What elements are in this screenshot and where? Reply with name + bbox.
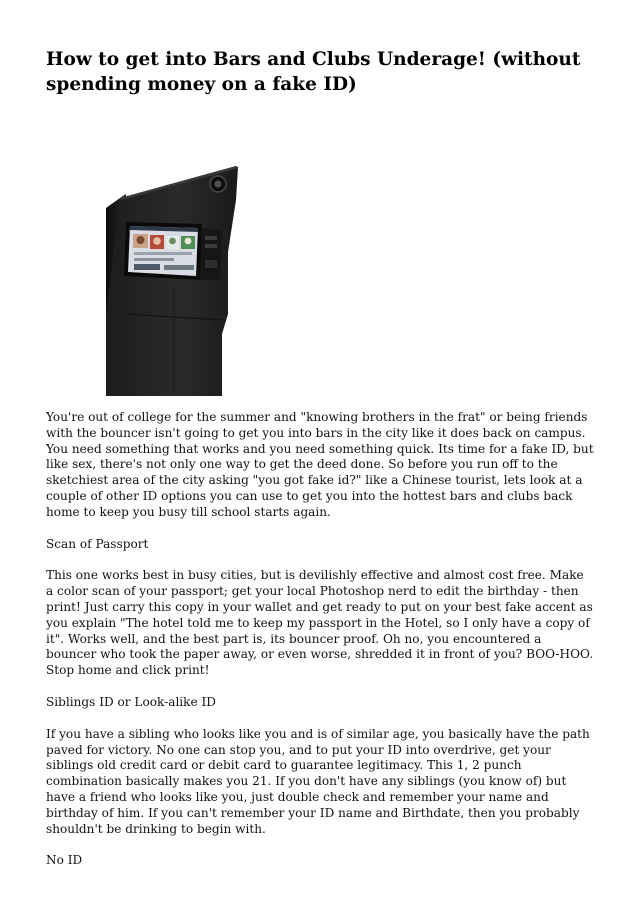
article-body bbox=[46, 410, 594, 885]
section-heading: No ID bbox=[46, 853, 83, 868]
intro-paragraph: You're out of college for the summer and "knowing brothers in the frat" or being friends with the bouncer isn't going to get you into bars in the city like it does back on campus. You need something that works and you need something quick. Its time for a fake ID, but like sex, there's not only one way to get the deed done. So before you run off to the sketchiest area of the city asking "you got fake id?" like a Chinese tourist, lets look at a couple of other ID options you can use to get you into the hottest bars and clubs back home to keep you busy till school starts again. bbox=[46, 410, 594, 519]
kiosk-image bbox=[104, 164, 244, 396]
section-heading: Scan of Passport bbox=[46, 536, 149, 551]
section-paragraph: If you have a sibling who looks like you and is of similar age, you basically have the path paved for victory. No one can stop you, and to put your ID into overdrive, get your siblings old credit card or debit card to guarantee legitimacy. This 1, 2 punch combination basically makes you 21. If you don't have any siblings (you know of) but have a friend who looks like you, just double check and remember your name and birthday of him. If you can't remember your ID name and Birthdate, then you probably shouldn't be drinking to begin with. bbox=[46, 726, 590, 836]
section-paragraph: This one works best in busy cities, but is devilishly effective and almost cost free. Make a color scan of your passport; get your local Photoshop nerd to edit the birthday - then print! Just carry this copy in your wallet and get ready to put on your best fake accent as you explain "The hotel told me to keep my passport in the Hotel, so I only have a copy of it". Works well, and the best part is, its bouncer proof. Oh no, you encountered a bouncer who took the paper away, or even worse, shredded it in front of you? BOO-HOO. Stop home and click print! bbox=[46, 568, 594, 678]
article-title: How to get into Bars and Clubs Underage! (without spending money on a fake ID) bbox=[46, 49, 581, 95]
section-heading: Siblings ID or Look-alike ID bbox=[46, 694, 216, 709]
id-scanner-kiosk-icon bbox=[104, 164, 244, 396]
